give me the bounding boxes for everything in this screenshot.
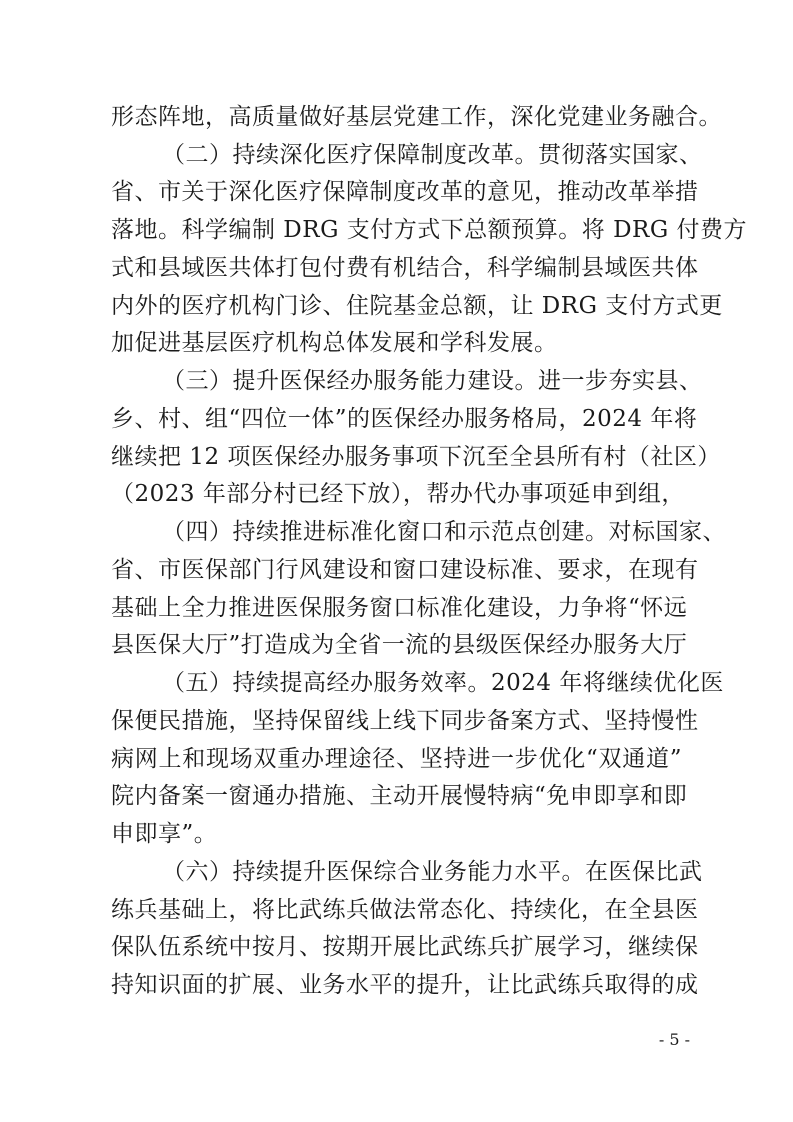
text-line: 持知识面的扩展、业务水平的提升，让比武练兵取得的成	[111, 972, 699, 998]
text-line: 申即享”。	[111, 821, 218, 847]
text-line: 省、市医保部门行风建设和窗口建设标准、要求，在现有	[111, 557, 699, 583]
text-line: 形态阵地，高质量做好基层党建工作，深化党建业务融合。	[111, 104, 722, 130]
text-line: 练兵基础上，将比武练兵做法常态化、持续化，在全县医	[111, 897, 699, 923]
text-line: （2023 年部分村已经下放），帮办代办事项延申到组，	[111, 481, 685, 507]
text-line: 式和县域医共体打包付费有机结合，科学编制县域医共体	[111, 255, 699, 281]
text-line: 县医保大厅”打造成为全省一流的县级医保经办服务大厅	[111, 632, 688, 658]
text-line: （二）持续深化医疗保障制度改革。贯彻落实国家、	[162, 142, 703, 168]
text-line: 加促进基层医疗机构总体发展和学科发展。	[111, 330, 558, 356]
text-line: 继续把 12 项医保经办服务事项下沉至全县所有村（社区）	[111, 444, 721, 470]
page-number: - 5 -	[658, 1030, 690, 1049]
text-line: 院内备案一窗通办措施、主动开展慢特病“免申即享和即	[111, 783, 688, 809]
text-line: （五）持续提高经办服务效率。2024 年将继续优化医	[162, 670, 724, 696]
text-line: 乡、村、组“四位一体”的医保经办服务格局，2024 年将	[111, 406, 698, 432]
text-line: （三）提升医保经办服务能力建设。进一步夯实县、	[162, 368, 703, 394]
text-line: 省、市关于深化医疗保障制度改革的意见，推动改革举措	[111, 179, 699, 205]
text-line: 内外的医疗机构门诊、住院基金总额，让 DRG 支付方式更	[111, 293, 723, 319]
text-line: 保队伍系统中按月、按期开展比武练兵扩展学习，继续保	[111, 934, 699, 960]
text-line: （六）持续提升医保综合业务能力水平。在医保比武	[162, 859, 703, 885]
text-line: 保便民措施，坚持保留线上线下同步备案方式、坚持慢性	[111, 708, 699, 734]
text-line: 落地。科学编制 DRG 支付方式下总额预算。将 DRG 付费方	[111, 217, 748, 243]
text-line: 病网上和现场双重办理途径、坚持进一步优化“双通道”	[111, 746, 682, 772]
text-line: （四）持续推进标准化窗口和示范点创建。对标国家、	[162, 519, 726, 545]
text-line: 基础上全力推进医保服务窗口标准化建设，力争将“怀远	[111, 595, 688, 621]
